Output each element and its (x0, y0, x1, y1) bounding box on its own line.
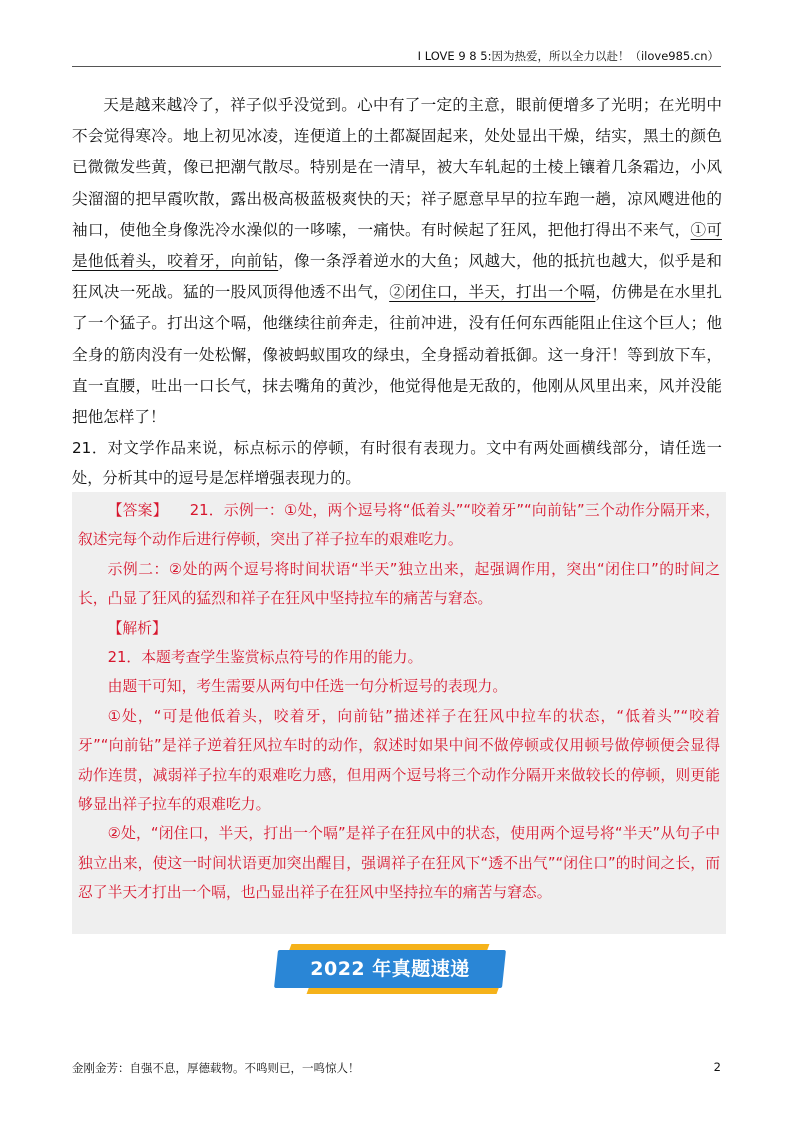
page-number: 2 (713, 1060, 721, 1074)
reading-passage (72, 90, 722, 433)
underlined-phrase-2: ②闭住口，半天，打出一个嗝 (389, 283, 596, 302)
answer-tag: 【答案】 (107, 502, 168, 519)
analysis-line-4: ②处，“闭住口，半天，打出一个嗝”是祥子在狂风中的状态，使用两个逗号将“半天”从句子中独立出来，使这一时间状语更加突出醒目，强调祥子在狂风下“透不出气”“闭住口”的时间之长，而忍了半天才打出一个嗝，也凸显出祥子在狂风中坚持拉车的痛苦与窘态。 (78, 825, 720, 902)
answer-box (72, 492, 726, 934)
analysis-tag: 【解析】 (107, 619, 167, 637)
answer-example-1: 21．示例一：①处，两个逗号将“低着头”“咬着牙”“向前钻”三个动作分隔开来，叙述完每个动作后进行停顿，突出了祥子拉车的艰难吃力。 (78, 502, 720, 549)
underlined-phrase-1: ①可是他低着头，咬着牙，向前钻 (72, 220, 722, 271)
passage-text-2: ，像一条浮着逆水的大鱼；风越大，他的抵抗也越大，似乎是和狂风决一死战。猛的一股风顶得他透不出气， (72, 252, 722, 302)
analysis-line-2: 由题干可知，考生需要从两句中任选一句分析逗号的表现力。 (107, 678, 508, 696)
question-21: 21．对文学作品来说，标点标示的停顿，有时很有表现力。文中有两处画横线部分，请任选一处，分析其中的逗号是怎样增强表现力的。 (72, 439, 722, 487)
analysis-line-1: 21．本题考查学生鉴赏标点符号的作用的能力。 (107, 649, 423, 667)
page-footer: 金刚金芳：自强不息，厚德载物。不鸣则已，一鸣惊人！ (72, 1061, 360, 1075)
answer-paragraph (72, 492, 726, 555)
header-divider (72, 66, 721, 67)
section-banner (268, 940, 514, 998)
answer-example-2: 示例二：②处的两个逗号将时间状语“半天”独立出来，起强调作用，突出“闭住口”的时间之长，凸显了狂风的猛烈和祥子在狂风中坚持拉车的痛苦与窘态。 (78, 560, 720, 608)
banner-title: 2022 年真题速递 (310, 958, 470, 980)
passage-text-3: ，仿佛是在水里扎了一个猛子。打出这个嗝，他继续往前奔走，往前冲进，没有任何东西能阻止住这个巨人；他全身的筋肉没有一处松懈，像被蚂蚁围攻的绿虫，全身摇动着抵御。这一身汗！等到放下车，直一直腰，吐出一口长气，抹去嘴角的黄沙，他觉得他是无敌的，他刚从风里出来，风并没能把他怎样了！ (72, 283, 722, 427)
page-header: I LOVE 9 8 5:因为热爱，所以全力以赴！（ilove985.cn） (417, 49, 719, 63)
passage-text-1: 天是越来越冷了，祥子似乎没觉到。心中有了一定的主意，眼前便增多了光明；在光明中不会觉得寒冷。地上初见冰凌，连便道上的土都凝固起来，处处显出干燥，结实，黑土的颜色已微微发些黄，像已把潮气散尽。特别是在一清早，被大车轧起的土棱上镶着几条霜边，小风尖溜溜的把早霞吹散，露出极高极蓝极爽快的天；祥子愿意早早的拉车跑一趟，凉风飕进他的袖口，使他全身像洗冷水澡似的一哆嗦，一痛快。有时候起了狂风，把他打得出不来气， (72, 96, 722, 239)
analysis-line-3: ①处，“可是他低着头，咬着牙，向前钻”描述祥子在狂风中拉车的状态，“低着头”“咬着牙”“向前钻”是祥子逆着狂风拉车时的动作，叙述时如果中间不做停顿或仅用顿号做停顿便会显得动作连贯，减弱祥子拉车的艰难吃力感，但用两个逗号将三个动作分隔开来做较长的停顿，则更能够显出祥子拉车的艰难吃力。 (78, 707, 720, 814)
